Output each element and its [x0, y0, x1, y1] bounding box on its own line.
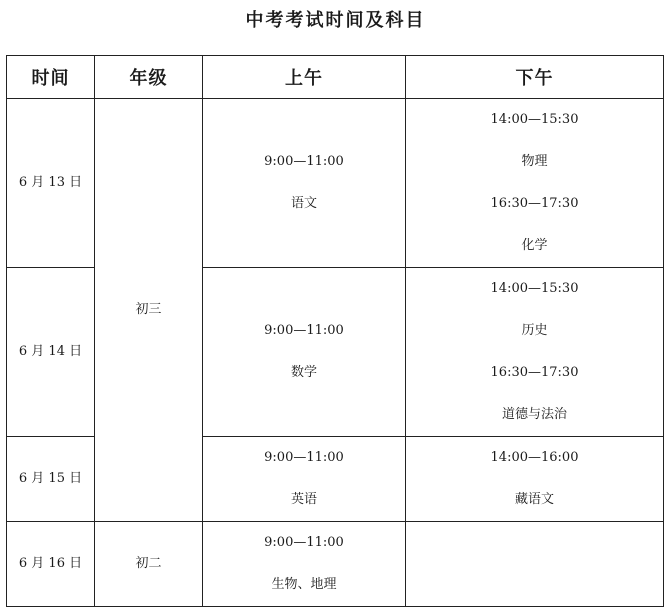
time-slot: 9:00—11:00: [264, 450, 344, 465]
subject: 道德与法治: [501, 407, 567, 422]
header-grade: 年级: [95, 56, 203, 99]
date-cell: 6 月 16 日: [7, 522, 95, 607]
subject: 生物、地理: [271, 577, 337, 592]
afternoon-cell-empty: [406, 522, 664, 607]
morning-cell: [203, 99, 406, 268]
afternoon-cell: [406, 268, 664, 437]
morning-cell: [203, 437, 406, 522]
time-slot: 16:30—17:30: [490, 196, 579, 211]
morning-cell: [203, 268, 406, 437]
time-slot: 16:30—17:30: [490, 365, 579, 380]
subject: 物理: [521, 154, 548, 169]
subject: 英语: [290, 492, 317, 507]
time-slot: 9:00—11:00: [264, 154, 344, 169]
time-slot: 14:00—16:00: [490, 450, 579, 465]
exam-schedule-table: [6, 55, 664, 607]
header-date: 时间: [7, 56, 95, 99]
afternoon-cell: [406, 437, 664, 522]
grade-cell: 初三: [95, 99, 203, 522]
time-slot: 9:00—11:00: [264, 323, 344, 338]
subject: 数学: [290, 365, 317, 380]
grade-cell: 初二: [95, 522, 203, 607]
header-row: [7, 56, 664, 99]
time-slot: 9:00—11:00: [264, 535, 344, 550]
date-cell: 6 月 15 日: [7, 437, 95, 522]
time-slot: 14:00—15:30: [490, 112, 579, 127]
header-afternoon: 下午: [406, 56, 664, 99]
date-cell: 6 月 13 日: [7, 99, 95, 268]
subject: 藏语文: [514, 492, 554, 507]
page-title: 中考考试时间及科目: [245, 10, 426, 31]
afternoon-cell: [406, 99, 664, 268]
subject: 化学: [521, 238, 548, 253]
time-slot: 14:00—15:30: [490, 281, 579, 296]
header-morning: 上午: [203, 56, 406, 99]
date-cell: 6 月 14 日: [7, 268, 95, 437]
subject: 历史: [521, 323, 548, 338]
subject: 语文: [290, 196, 317, 211]
table-row: [7, 522, 664, 607]
morning-cell: [203, 522, 406, 607]
table-row: [7, 99, 664, 268]
